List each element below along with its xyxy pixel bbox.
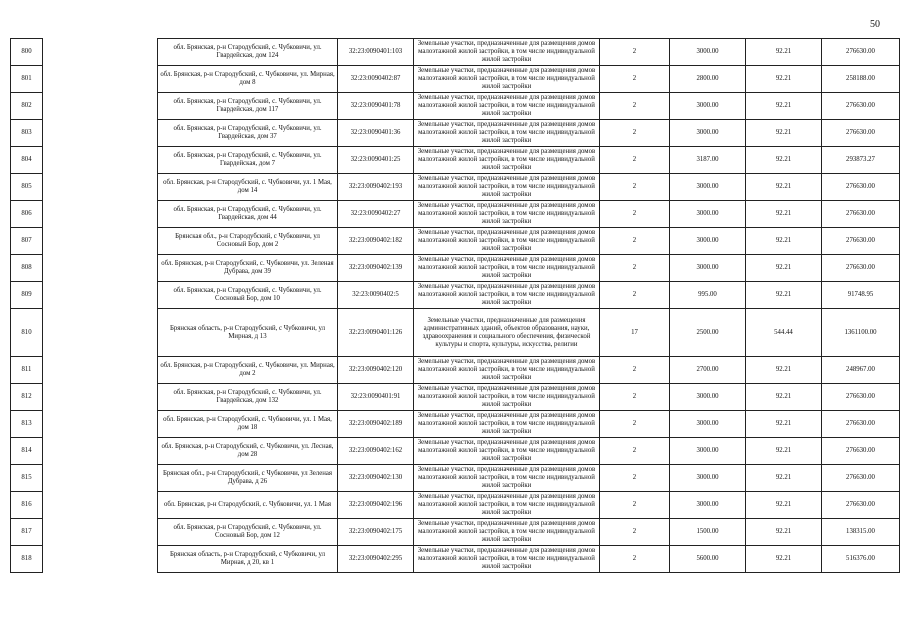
- land-use-cell: Земельные участки, предназначенные для размещения домов малоэтажной жилой застройки, в том числе индивидуальной жилой застройки: [414, 519, 600, 546]
- cadastral-number-cell: 32:23:0090402:5: [338, 282, 414, 309]
- use-code-cell: 2: [600, 174, 670, 201]
- row-number-cell: 804: [11, 147, 43, 174]
- table-row: [11, 465, 900, 492]
- blank-separator-cell: [43, 357, 158, 384]
- row-number-cell: 809: [11, 282, 43, 309]
- area-cell: 2500.00: [670, 309, 746, 357]
- table-row: [11, 282, 900, 309]
- blank-separator-cell: [43, 120, 158, 147]
- table-row: [11, 309, 900, 357]
- row-number-cell: 805: [11, 174, 43, 201]
- area-cell: 3000.00: [670, 120, 746, 147]
- address-cell: обл. Брянская, р-н Стародубский, с. Чубковичи, ул. Сосновый Бор, дом 10: [158, 282, 338, 309]
- use-code-cell: 2: [600, 66, 670, 93]
- area-cell: 3000.00: [670, 201, 746, 228]
- rate-cell: 92.21: [746, 93, 822, 120]
- address-cell: обл. Брянская, р-н Стародубский, с. Чубковичи, ул. Сосновый Бор, дом 12: [158, 519, 338, 546]
- use-code-cell: 2: [600, 519, 670, 546]
- cadastral-value-cell: 258188.00: [822, 66, 900, 93]
- area-cell: 3000.00: [670, 411, 746, 438]
- address-cell: обл. Брянская, р-н Стародубский, с. Чубковичи, ул. 1 Мая, дом 14: [158, 174, 338, 201]
- area-cell: 3000.00: [670, 174, 746, 201]
- area-cell: 2800.00: [670, 66, 746, 93]
- rate-cell: 92.21: [746, 201, 822, 228]
- use-code-cell: 2: [600, 384, 670, 411]
- address-cell: обл. Брянская, р-н Стародубский, с. Чубковичи, ул. 1 Мая, дом 18: [158, 411, 338, 438]
- table-row: [11, 384, 900, 411]
- table-row: [11, 546, 900, 573]
- area-cell: 3000.00: [670, 228, 746, 255]
- land-registry-table: [10, 38, 900, 573]
- land-use-cell: Земельные участки, предназначенные для размещения домов малоэтажной жилой застройки, в том числе индивидуальной жилой застройки: [414, 120, 600, 147]
- address-cell: обл. Брянская, р-н Стародубский, с. Чубковичи, ул. Гвардейская, дом 37: [158, 120, 338, 147]
- table-row: [11, 120, 900, 147]
- cadastral-number-cell: 32:23:0090402:182: [338, 228, 414, 255]
- rate-cell: 92.21: [746, 255, 822, 282]
- cadastral-number-cell: 32:23:0090402:120: [338, 357, 414, 384]
- rate-cell: 92.21: [746, 147, 822, 174]
- cadastral-value-cell: 516376.00: [822, 546, 900, 573]
- blank-separator-cell: [43, 309, 158, 357]
- use-code-cell: 2: [600, 282, 670, 309]
- rate-cell: 544.44: [746, 309, 822, 357]
- row-number-cell: 801: [11, 66, 43, 93]
- row-number-cell: 815: [11, 465, 43, 492]
- cadastral-number-cell: 32:23:0090401:36: [338, 120, 414, 147]
- land-use-cell: Земельные участки, предназначенные для размещения домов малоэтажной жилой застройки, в том числе индивидуальной жилой застройки: [414, 255, 600, 282]
- use-code-cell: 2: [600, 255, 670, 282]
- cadastral-number-cell: 32:23:0090401:126: [338, 309, 414, 357]
- land-use-cell: Земельные участки, предназначенные для размещения домов малоэтажной жилой застройки, в том числе индивидуальной жилой застройки: [414, 282, 600, 309]
- use-code-cell: 2: [600, 546, 670, 573]
- address-cell: обл. Брянская, р-н Стародубский, с. Чубковичи, ул. Лесная, дом 28: [158, 438, 338, 465]
- area-cell: 3000.00: [670, 39, 746, 66]
- page-number: 50: [870, 19, 880, 30]
- cadastral-value-cell: 276630.00: [822, 201, 900, 228]
- cadastral-number-cell: 32:23:0090402:193: [338, 174, 414, 201]
- blank-separator-cell: [43, 174, 158, 201]
- use-code-cell: 2: [600, 492, 670, 519]
- table-row: [11, 492, 900, 519]
- row-number-cell: 808: [11, 255, 43, 282]
- rate-cell: 92.21: [746, 357, 822, 384]
- land-use-cell: Земельные участки, предназначенные для размещения домов малоэтажной жилой застройки, в том числе индивидуальной жилой застройки: [414, 384, 600, 411]
- cadastral-value-cell: 276630.00: [822, 174, 900, 201]
- cadastral-number-cell: 32:23:0090402:139: [338, 255, 414, 282]
- rate-cell: 92.21: [746, 411, 822, 438]
- blank-separator-cell: [43, 39, 158, 66]
- address-cell: обл. Брянская, р-н Стародубский, с. Чубковичи, ул. 1 Мая: [158, 492, 338, 519]
- address-cell: обл. Брянская, р-н Стародубский, с. Чубковичи, ул. Мирная, дом 2: [158, 357, 338, 384]
- rate-cell: 92.21: [746, 492, 822, 519]
- rate-cell: 92.21: [746, 519, 822, 546]
- use-code-cell: 2: [600, 147, 670, 174]
- address-cell: обл. Брянская, р-н Стародубский, с. Чубковичи, ул. Зеленая Дубрава, дом 39: [158, 255, 338, 282]
- use-code-cell: 17: [600, 309, 670, 357]
- land-use-cell: Земельные участки, предназначенные для размещения домов малоэтажной жилой застройки, в том числе индивидуальной жилой застройки: [414, 39, 600, 66]
- row-number-cell: 806: [11, 201, 43, 228]
- table-row: [11, 228, 900, 255]
- address-cell: обл. Брянская, р-н Стародубский, с. Чубковичи, ул. Гвардейская, дом 44: [158, 201, 338, 228]
- area-cell: 5600.00: [670, 546, 746, 573]
- blank-separator-cell: [43, 546, 158, 573]
- rate-cell: 92.21: [746, 120, 822, 147]
- table-row: [11, 147, 900, 174]
- rate-cell: 92.21: [746, 438, 822, 465]
- cadastral-value-cell: 1361100.00: [822, 309, 900, 357]
- blank-separator-cell: [43, 66, 158, 93]
- cadastral-value-cell: 91748.95: [822, 282, 900, 309]
- row-number-cell: 800: [11, 39, 43, 66]
- area-cell: 2700.00: [670, 357, 746, 384]
- cadastral-number-cell: 32:23:0090402:295: [338, 546, 414, 573]
- row-number-cell: 818: [11, 546, 43, 573]
- address-cell: обл. Брянская, р-н Стародубский, с. Чубковичи, ул. Гвардейская, дом 117: [158, 93, 338, 120]
- blank-separator-cell: [43, 201, 158, 228]
- cadastral-number-cell: 32:23:0090402:189: [338, 411, 414, 438]
- address-cell: Брянская обл., р-н Стародубский, с Чубковичи, ул Зеленая Дубрава, д 26: [158, 465, 338, 492]
- blank-separator-cell: [43, 384, 158, 411]
- use-code-cell: 2: [600, 39, 670, 66]
- cadastral-number-cell: 32:23:0090402:175: [338, 519, 414, 546]
- rate-cell: 92.21: [746, 546, 822, 573]
- cadastral-value-cell: 276630.00: [822, 438, 900, 465]
- row-number-cell: 807: [11, 228, 43, 255]
- cadastral-number-cell: 32:23:0090401:25: [338, 147, 414, 174]
- land-use-cell: Земельные участки, предназначенные для размещения домов малоэтажной жилой застройки, в том числе индивидуальной жилой застройки: [414, 228, 600, 255]
- land-use-cell: Земельные участки, предназначенные для размещения домов малоэтажной жилой застройки, в том числе индивидуальной жилой застройки: [414, 174, 600, 201]
- blank-separator-cell: [43, 492, 158, 519]
- use-code-cell: 2: [600, 120, 670, 147]
- cadastral-value-cell: 276630.00: [822, 39, 900, 66]
- rate-cell: 92.21: [746, 465, 822, 492]
- area-cell: 3000.00: [670, 465, 746, 492]
- land-use-cell: Земельные участки, предназначенные для размещения домов малоэтажной жилой застройки, в том числе индивидуальной жилой застройки: [414, 201, 600, 228]
- table-body: [11, 39, 900, 573]
- table-row: [11, 66, 900, 93]
- row-number-cell: 817: [11, 519, 43, 546]
- row-number-cell: 802: [11, 93, 43, 120]
- land-use-cell: Земельные участки, предназначенные для размещения административных зданий, объектов образования, науки, здравоохранения и социального обеспечения, физической культуры и спорта, культуры, искусства, религии: [414, 309, 600, 357]
- cadastral-value-cell: 276630.00: [822, 255, 900, 282]
- blank-separator-cell: [43, 519, 158, 546]
- cadastral-value-cell: 276630.00: [822, 465, 900, 492]
- address-cell: Брянская область, р-н Стародубский, с Чубковичи, ул Мирная, д 20, кв 1: [158, 546, 338, 573]
- table-row: [11, 438, 900, 465]
- rate-cell: 92.21: [746, 228, 822, 255]
- use-code-cell: 2: [600, 438, 670, 465]
- area-cell: 3000.00: [670, 93, 746, 120]
- blank-separator-cell: [43, 438, 158, 465]
- land-use-cell: Земельные участки, предназначенные для размещения домов малоэтажной жилой застройки, в том числе индивидуальной жилой застройки: [414, 93, 600, 120]
- row-number-cell: 810: [11, 309, 43, 357]
- table-row: [11, 357, 900, 384]
- cadastral-value-cell: 276630.00: [822, 228, 900, 255]
- address-cell: Брянская обл., р-н Стародубский, с Чубковичи, ул Сосновый Бор, дом 2: [158, 228, 338, 255]
- blank-separator-cell: [43, 147, 158, 174]
- use-code-cell: 2: [600, 465, 670, 492]
- table-row: [11, 519, 900, 546]
- area-cell: 3187.00: [670, 147, 746, 174]
- rate-cell: 92.21: [746, 39, 822, 66]
- address-cell: Брянская область, р-н Стародубский, с Чубковичи, ул Мирная, д 13: [158, 309, 338, 357]
- use-code-cell: 2: [600, 228, 670, 255]
- blank-separator-cell: [43, 411, 158, 438]
- cadastral-value-cell: 276630.00: [822, 384, 900, 411]
- rate-cell: 92.21: [746, 66, 822, 93]
- row-number-cell: 812: [11, 384, 43, 411]
- table-row: [11, 201, 900, 228]
- row-number-cell: 811: [11, 357, 43, 384]
- table-row: [11, 411, 900, 438]
- land-use-cell: Земельные участки, предназначенные для размещения домов малоэтажной жилой застройки, в том числе индивидуальной жилой застройки: [414, 465, 600, 492]
- area-cell: 3000.00: [670, 492, 746, 519]
- use-code-cell: 2: [600, 357, 670, 384]
- cadastral-value-cell: 138315.00: [822, 519, 900, 546]
- cadastral-number-cell: 32:23:0090401:103: [338, 39, 414, 66]
- cadastral-value-cell: 248967.00: [822, 357, 900, 384]
- address-cell: обл. Брянская, р-н Стародубский, с. Чубковичи, ул. Гвардейская, дом 7: [158, 147, 338, 174]
- area-cell: 3000.00: [670, 384, 746, 411]
- table-row: [11, 255, 900, 282]
- rate-cell: 92.21: [746, 174, 822, 201]
- use-code-cell: 2: [600, 93, 670, 120]
- table-row: [11, 93, 900, 120]
- cadastral-value-cell: 276630.00: [822, 492, 900, 519]
- cadastral-number-cell: 32:23:0090402:87: [338, 66, 414, 93]
- blank-separator-cell: [43, 228, 158, 255]
- row-number-cell: 814: [11, 438, 43, 465]
- land-use-cell: Земельные участки, предназначенные для размещения домов малоэтажной жилой застройки, в том числе индивидуальной жилой застройки: [414, 411, 600, 438]
- area-cell: 3000.00: [670, 255, 746, 282]
- rate-cell: 92.21: [746, 384, 822, 411]
- address-cell: обл. Брянская, р-н Стародубский, с. Чубковичи, ул. Гвардейская, дом 132: [158, 384, 338, 411]
- row-number-cell: 813: [11, 411, 43, 438]
- cadastral-value-cell: 293873.27: [822, 147, 900, 174]
- cadastral-value-cell: 276630.00: [822, 93, 900, 120]
- blank-separator-cell: [43, 282, 158, 309]
- use-code-cell: 2: [600, 201, 670, 228]
- table-row: [11, 174, 900, 201]
- cadastral-number-cell: 32:23:0090402:162: [338, 438, 414, 465]
- table-row: [11, 39, 900, 66]
- use-code-cell: 2: [600, 411, 670, 438]
- cadastral-number-cell: 32:23:0090402:196: [338, 492, 414, 519]
- cadastral-number-cell: 32:23:0090402:130: [338, 465, 414, 492]
- row-number-cell: 816: [11, 492, 43, 519]
- land-use-cell: Земельные участки, предназначенные для размещения домов малоэтажной жилой застройки, в том числе индивидуальной жилой застройки: [414, 357, 600, 384]
- cadastral-value-cell: 276630.00: [822, 411, 900, 438]
- land-use-cell: Земельные участки, предназначенные для размещения домов малоэтажной жилой застройки, в том числе индивидуальной жилой застройки: [414, 546, 600, 573]
- cadastral-number-cell: 32:23:0090401:91: [338, 384, 414, 411]
- row-number-cell: 803: [11, 120, 43, 147]
- land-use-cell: Земельные участки, предназначенные для размещения домов малоэтажной жилой застройки, в том числе индивидуальной жилой застройки: [414, 147, 600, 174]
- area-cell: 3000.00: [670, 438, 746, 465]
- area-cell: 1500.00: [670, 519, 746, 546]
- cadastral-number-cell: 32:23:0090402:27: [338, 201, 414, 228]
- blank-separator-cell: [43, 255, 158, 282]
- rate-cell: 92.21: [746, 282, 822, 309]
- cadastral-number-cell: 32:23:0090401:78: [338, 93, 414, 120]
- land-use-cell: Земельные участки, предназначенные для размещения домов малоэтажной жилой застройки, в том числе индивидуальной жилой застройки: [414, 492, 600, 519]
- land-use-cell: Земельные участки, предназначенные для размещения домов малоэтажной жилой застройки, в том числе индивидуальной жилой застройки: [414, 66, 600, 93]
- blank-separator-cell: [43, 93, 158, 120]
- cadastral-value-cell: 276630.00: [822, 120, 900, 147]
- blank-separator-cell: [43, 465, 158, 492]
- address-cell: обл. Брянская, р-н Стародубский, с. Чубковичи, ул. Мирная, дом 8: [158, 66, 338, 93]
- land-use-cell: Земельные участки, предназначенные для размещения домов малоэтажной жилой застройки, в том числе индивидуальной жилой застройки: [414, 438, 600, 465]
- address-cell: обл. Брянская, р-н Стародубский, с. Чубковичи, ул. Гвардейская, дом 124: [158, 39, 338, 66]
- area-cell: 995.00: [670, 282, 746, 309]
